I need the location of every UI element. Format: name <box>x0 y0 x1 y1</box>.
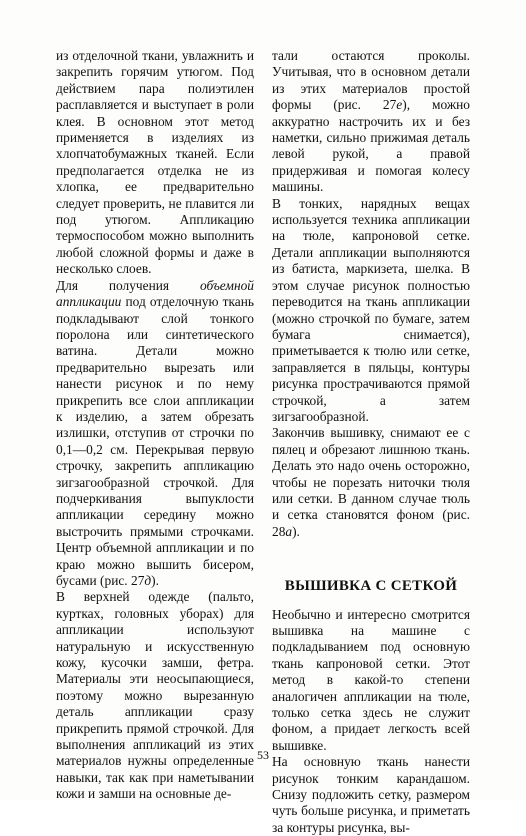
paragraph-outerwear: В верхней одежде (пальто, куртках, головных уборах) для аппликации используют натуральную и искусственную кожу, кусочки замши, фетра. Материалы эти неосыпающиеся, поэтому можно вырезанную деталь аппликации сразу прикрепить прямой строчкой. Для выполнения аппликаций из этих материалов нужны определенные навыки, так как при наметывании кожи и замши на основные де- <box>56 589 254 802</box>
left-column <box>56 48 254 803</box>
section-heading: ВЫШИВКА С СЕТКОЙ <box>284 578 458 595</box>
italic-term: объемной аппликации <box>56 277 254 310</box>
text-run: ), можно аккуратно настрочить их и без наметки, сильно прижимая деталь левой рукой, а правой придерживая и помогая колесу машины. <box>272 97 470 195</box>
paragraph-mesh-embroidery: Необычно и интересно смотрится вышивка на машине с подкладыванием под основную ткань капроновой сетки. Этот метод в какой-то степени аналогичен аппликации на тюле, только сетка здесь не служит фоном, а придает легкость всей вышивке. <box>272 606 470 753</box>
paragraph-drawing: На основную ткань нанести рисунок тонким карандашом. Снизу подложить сетку, размером чуть больше рисунка, и приметать за контуры рисунка, вы- <box>272 754 470 835</box>
paragraph-thermo-applique: из отделочной ткани, увлажнить и закрепить горячим утюгом. Под действием пара полиэтилен расплавляется и выступает в роли клея. В основном этот метод применяется в изделиях из хлопчатобумажных тканей. Если предполагается отделка не из хлопка, ее предварительно следует проверить, не плавится ли под утюгом. Аппликацию термоспособом можно выполнить любой сложной формы и даже в несколько слоев. <box>56 48 254 277</box>
figure-letter: е <box>396 97 403 113</box>
text-run: Для получения <box>56 277 200 293</box>
paragraph-tulle-applique: В тонких, нарядных вещах используется техника аппликации на тюле, капроновой сетке. Детали аппликации выполняются из батиста, маркизета, шелка. В этом случае рисунок полностью переводится на ткань аппликации (можно строчкой по бумаге, затем бумага снимается), приметывается к тюлю или сетке, заправляется в пяльцы, контуры рисунка прострачиваются прямой строчкой, а затем зигзагообразной. <box>272 195 470 424</box>
figure-letter: а <box>285 523 293 539</box>
paragraph-leather-stitching <box>272 48 470 196</box>
paragraph-trimming <box>272 425 470 540</box>
paragraph-volume-applique <box>56 278 254 590</box>
page-number: 53 <box>257 748 269 762</box>
text-run: под отделочную ткань подкладывают слой тонкого поролона или синтетического ватина. Детали можно предварительно вырезать или нанести рисунок и по нему прикрепить все слои аппликации к изделию, а затем обрезать излишки, отступив от строчки по 0,1—0,2 см. Перекрывая первую строчку, закрепить аппликацию зигзагообразной строчкой. Для подчеркивания выпуклости аппликации середину можно выстрочить прямыми строчками. Центр объемной аппликации и по краю можно вышить бисером, бусами (рис. 27 <box>56 294 254 588</box>
text-run: Закончив вышивку, снимают ее с пялец и обрезают лишнюю ткань. Делать это надо очень осторожно, чтобы не порезать ниточки тюля или сетки. В данном случае тюль и сетка становятся фоном (рис. 28 <box>272 425 470 539</box>
figure-letter: д <box>144 573 152 588</box>
text-run: ). <box>151 573 159 588</box>
right-column <box>272 48 470 836</box>
text-run: ). <box>292 523 300 539</box>
text-run: тали остаются проколы. Учитывая, что в основном детали из этих материалов простой формы (рис. 27 <box>272 48 470 113</box>
